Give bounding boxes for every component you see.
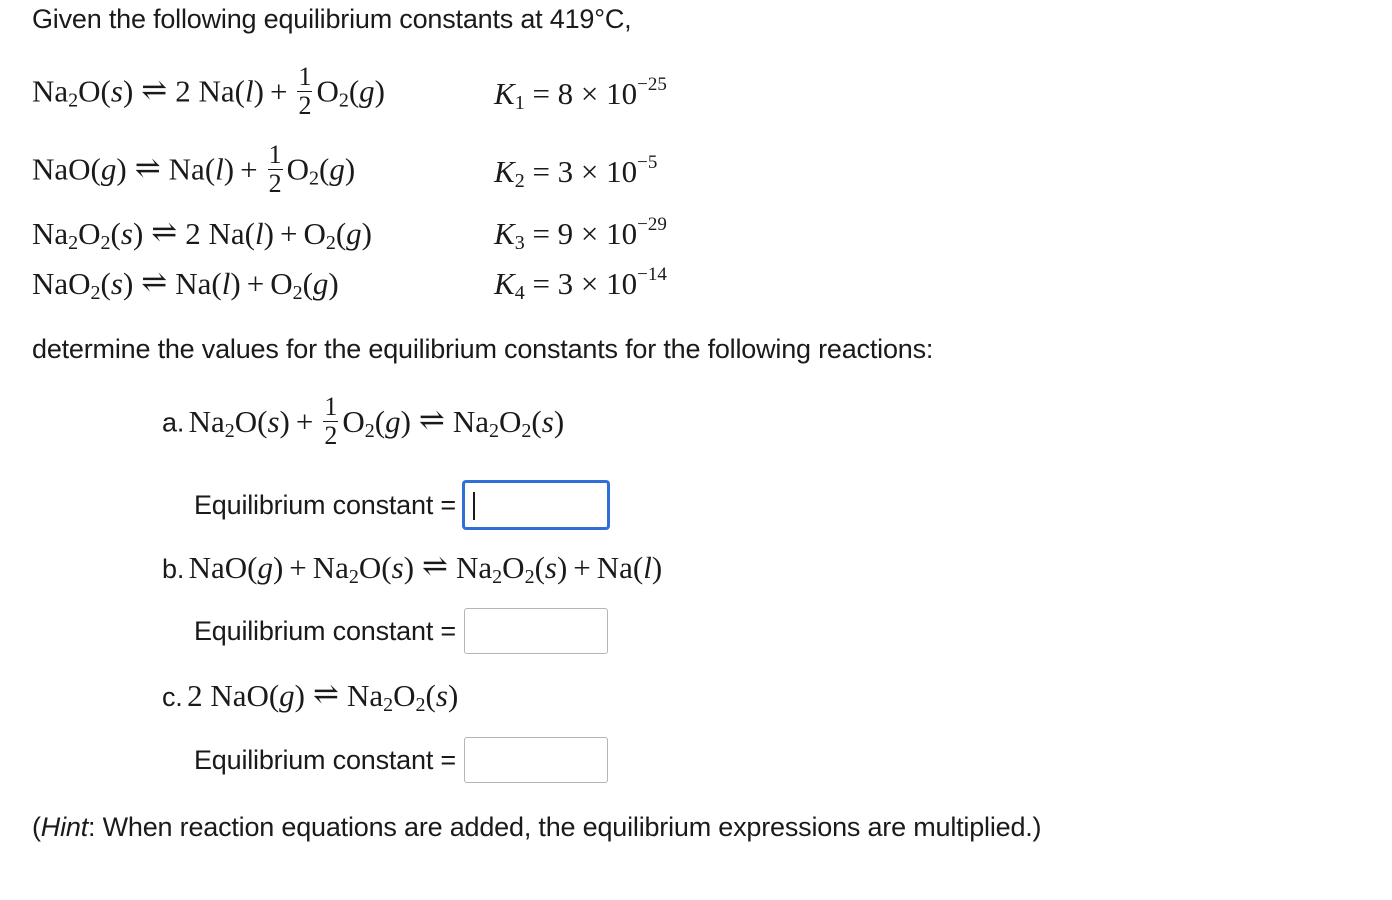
- part-c-answer-row: [194, 737, 608, 783]
- given-reaction-3: $Na_2O_2(s)$ ⇌ 2 $Na(l) + O_2(g)$: [32, 214, 372, 254]
- instruction-text: determine the values for the equilibrium constants for the following reactions:: [32, 334, 934, 364]
- part-a-answer-input[interactable]: [462, 480, 610, 530]
- equilibrium-constant-k3: $K_3 = 9 \times 10^{-29}$: [494, 214, 667, 254]
- hint-text: (Hint: When reaction equations are added, the equilibrium expressions are multiplied.): [32, 812, 1042, 842]
- part-c-answer-input[interactable]: [464, 737, 608, 783]
- part-a-answer-row: [194, 480, 610, 530]
- intro-text: Given the following equilibrium constants at 419°C,: [32, 4, 632, 34]
- given-reaction-1: $Na_2O(s)$ ⇌ 2 Na(l) + $\frac{1}{2}$ $O_2(g)$: [32, 62, 385, 120]
- part-a-label: a.: [162, 407, 185, 438]
- part-c-label: c.: [162, 682, 183, 712]
- part-b-label: b.: [162, 554, 185, 584]
- fraction-half: $\frac{1}{2}$: [324, 392, 338, 450]
- part-b-answer-row: [194, 608, 608, 654]
- part-b-answer-input[interactable]: [464, 608, 608, 654]
- given-reaction-2: NaO(g) ⇌ Na(l) + $\frac{1}{2}$ $O_2(g)$: [32, 140, 356, 198]
- part-b-answer-label: Equilibrium constant =: [194, 615, 456, 646]
- text-caret: [473, 492, 475, 520]
- part-c-equation: 2 NaO(g) ⇌ $Na_2O_2(s)$: [187, 676, 459, 716]
- part-a-reaction: [162, 392, 565, 453]
- given-reaction-4: NaO$_2$(s) ⇌ $Na(l) + O_2(g)$: [32, 264, 339, 304]
- part-c-reaction: [162, 678, 458, 714]
- fraction-half: $\frac{1}{2}$: [298, 62, 312, 120]
- part-a-answer-label: Equilibrium constant =: [194, 489, 456, 520]
- hint-label: Hint: [40, 812, 89, 842]
- equilibrium-constant-k2: $K_2 = 3 \times 10^{-5}$: [494, 152, 658, 192]
- part-b-reaction: [162, 550, 662, 586]
- equilibrium-constant-k4: $K_4 = 3 \times 10^{-14}$: [494, 264, 667, 304]
- part-a-equation: $Na_2O(s)$ + $\frac{1}{2}$ $O_2(g)$ ⇌ $Na_2O_2(s)$: [188, 392, 565, 450]
- equilibrium-constant-k1: $K_1 = 8 \times 10^{-25}$: [494, 74, 667, 114]
- part-c-answer-label: Equilibrium constant =: [194, 744, 456, 775]
- fraction-half: $\frac{1}{2}$: [268, 140, 282, 198]
- part-b-equation: $NaO(g) + Na_2O(s)$ ⇌ $Na_2O_2(s) + Na(l)$: [188, 548, 663, 588]
